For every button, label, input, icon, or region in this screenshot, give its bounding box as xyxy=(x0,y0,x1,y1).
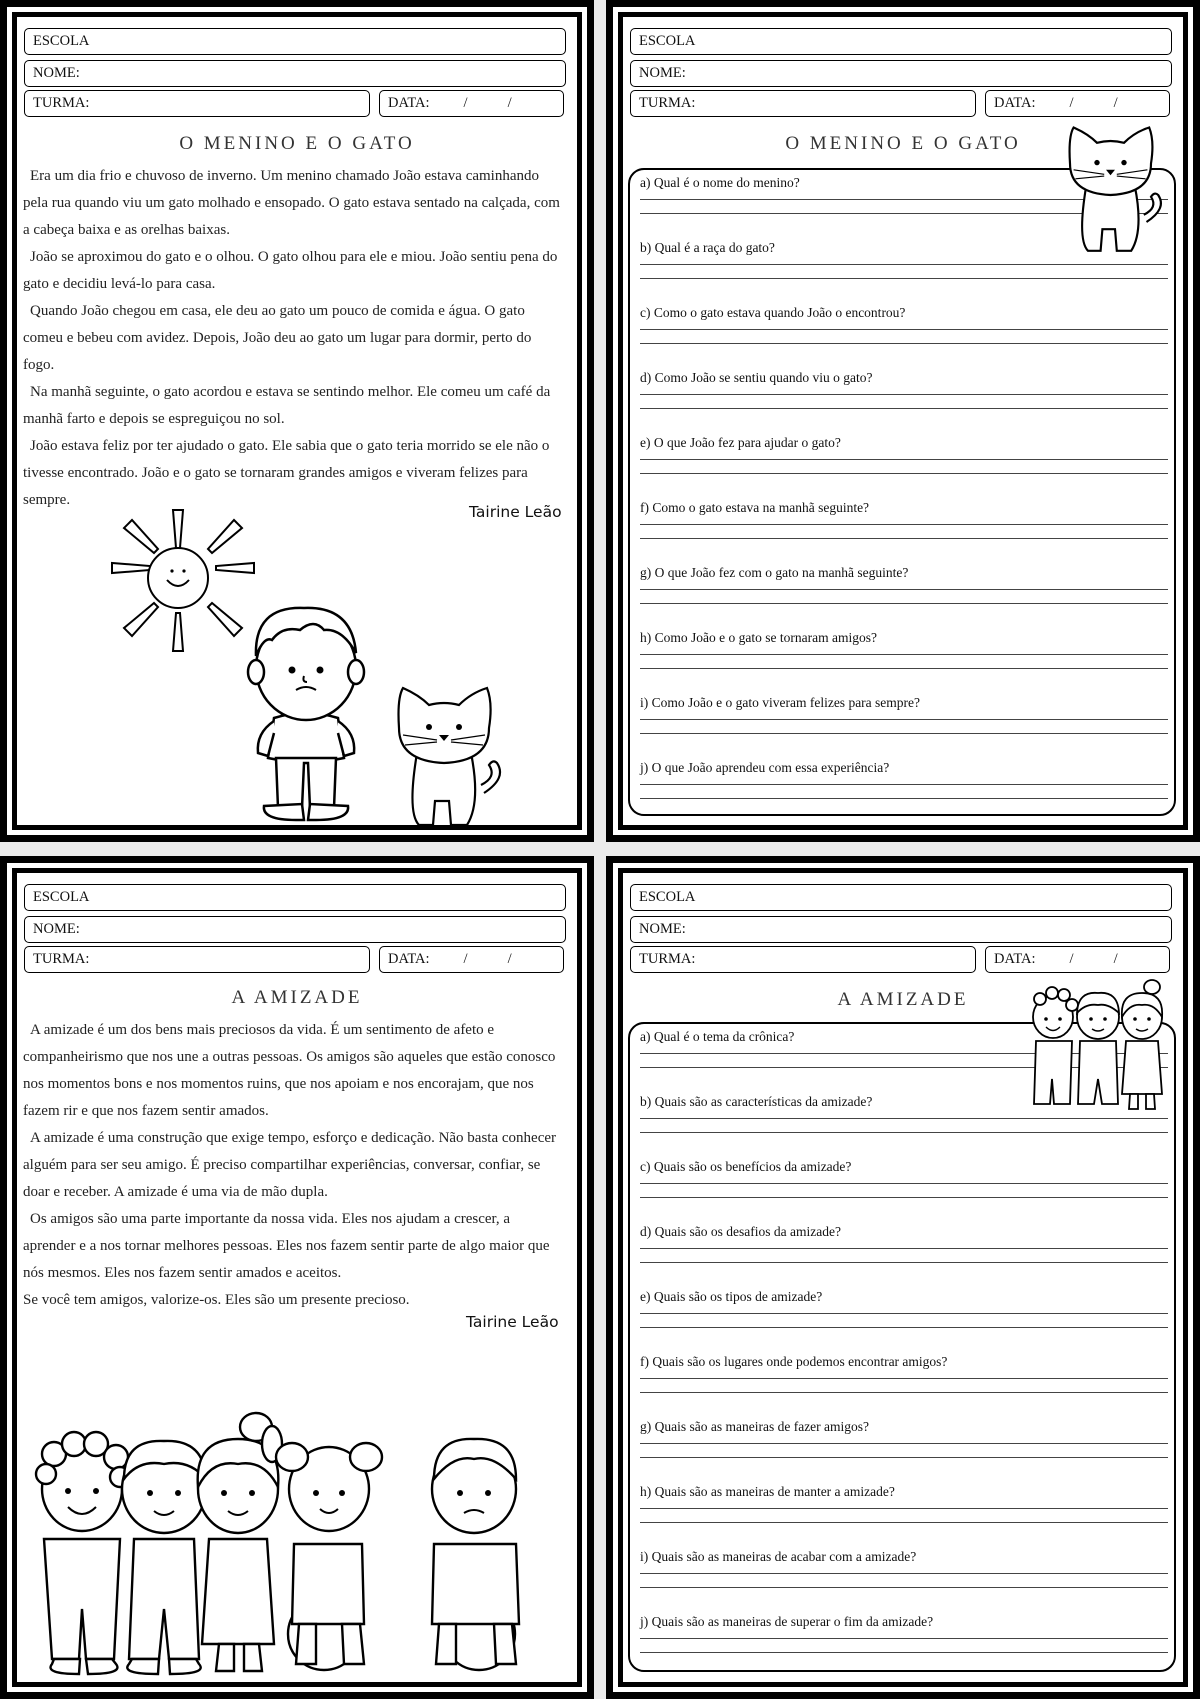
story-paragraph: A amizade é um dos bens mais preciosos da vida. É um sentimento de afeto e companheirismo que nos une a outras pessoas. Os amigos são aqueles que estão conosco nos momentos bons e nos momentos ruins, que nos apoiam e nos encorajam, que nos fazem rir e que nos fazem sentir amados. xyxy=(23,1022,556,1119)
answer-line[interactable] xyxy=(640,1313,1168,1314)
answer-line[interactable] xyxy=(640,1378,1168,1379)
date-separator: / xyxy=(1113,95,1118,111)
date-separator: / xyxy=(1069,95,1074,111)
question-item xyxy=(640,1159,1168,1198)
question-item xyxy=(640,1614,1168,1653)
question-text: i) Como João e o gato viveram felizes para sempre? xyxy=(640,695,921,710)
answer-line[interactable] xyxy=(640,459,1168,460)
name-field[interactable] xyxy=(24,916,566,943)
answer-line[interactable] xyxy=(640,668,1168,669)
school-label: ESCOLA xyxy=(639,33,696,49)
story-paragraph: Na manhã seguinte, o gato acordou e estava se sentindo melhor. Ele comeu um café da manhã farto e depois se espreguiçou no sol. xyxy=(23,384,551,427)
answer-line[interactable] xyxy=(640,603,1168,604)
worksheet-story-amizade xyxy=(0,856,594,1699)
question-text: g) Quais são as maneiras de fazer amigos? xyxy=(640,1419,870,1434)
question-text: h) Quais são as maneiras de manter a amizade? xyxy=(640,1484,895,1499)
name-field[interactable] xyxy=(24,60,566,87)
class-label: TURMA: xyxy=(639,951,696,967)
answer-line[interactable] xyxy=(640,1392,1168,1393)
story-paragraph: João se aproximou do gato e o olhou. O gato olhou para ele e miou. João sentiu pena do gato e decidiu levá-lo para casa. xyxy=(23,249,558,292)
date-separator: / xyxy=(507,95,512,111)
question-text: g) O que João fez com o gato na manhã seguinte? xyxy=(640,565,909,580)
class-field[interactable] xyxy=(630,90,976,117)
answer-line[interactable] xyxy=(640,408,1168,409)
answer-line[interactable] xyxy=(640,524,1168,525)
name-label: NOME: xyxy=(639,65,686,81)
answer-line[interactable] xyxy=(640,1183,1168,1184)
question-item xyxy=(640,760,1168,799)
school-label: ESCOLA xyxy=(639,889,696,905)
name-label: NOME: xyxy=(33,65,80,81)
answer-line[interactable] xyxy=(640,654,1168,655)
school-label: ESCOLA xyxy=(33,889,90,905)
question-item xyxy=(640,1289,1168,1328)
friends-illustration xyxy=(24,1409,569,1679)
answer-line[interactable] xyxy=(640,1262,1168,1263)
question-item xyxy=(640,695,1168,734)
answer-line[interactable] xyxy=(640,264,1168,265)
story-text xyxy=(23,163,566,514)
answer-line[interactable] xyxy=(640,1248,1168,1249)
answer-line[interactable] xyxy=(640,1327,1168,1328)
answer-line[interactable] xyxy=(640,1573,1168,1574)
date-field[interactable] xyxy=(379,946,564,973)
school-field[interactable] xyxy=(630,884,1172,911)
date-label: DATA: xyxy=(388,951,430,967)
question-item xyxy=(640,370,1168,409)
name-field[interactable] xyxy=(630,60,1172,87)
question-item xyxy=(640,1224,1168,1263)
page-title: A AMIZADE xyxy=(837,989,969,1010)
question-item xyxy=(640,500,1168,539)
date-field[interactable] xyxy=(985,946,1170,973)
question-text: f) Como o gato estava na manhã seguinte? xyxy=(640,500,870,515)
date-field[interactable] xyxy=(985,90,1170,117)
answer-line[interactable] xyxy=(640,1638,1168,1639)
answer-line[interactable] xyxy=(640,798,1168,799)
question-text: c) Como o gato estava quando João o encontrou? xyxy=(640,305,906,320)
question-item xyxy=(640,630,1168,669)
date-separator: / xyxy=(463,951,468,967)
answer-line[interactable] xyxy=(640,589,1168,590)
date-separator: / xyxy=(463,95,468,111)
answer-line[interactable] xyxy=(640,1508,1168,1509)
answer-line[interactable] xyxy=(640,473,1168,474)
question-item xyxy=(640,1549,1168,1588)
answer-line[interactable] xyxy=(640,1522,1168,1523)
answer-line[interactable] xyxy=(640,719,1168,720)
question-text: e) O que João fez para ajudar o gato? xyxy=(640,435,841,450)
question-item xyxy=(640,1484,1168,1523)
boy-illustration xyxy=(234,598,379,828)
page-title: O MENINO E O GATO xyxy=(179,133,415,154)
answer-line[interactable] xyxy=(640,343,1168,344)
questions-box xyxy=(628,1022,1176,1672)
question-text: e) Quais são os tipos de amizade? xyxy=(640,1289,823,1304)
questions-box xyxy=(628,168,1176,816)
answer-line[interactable] xyxy=(640,1197,1168,1198)
answer-line[interactable] xyxy=(640,278,1168,279)
story-text xyxy=(23,1017,566,1314)
answer-line[interactable] xyxy=(640,1652,1168,1653)
answer-line[interactable] xyxy=(640,1587,1168,1588)
question-text: j) Quais são as maneiras de superar o fim da amizade? xyxy=(640,1614,934,1629)
worksheet-story-menino-gato xyxy=(0,0,594,842)
question-text: f) Quais são os lugares onde podemos encontrar amigos? xyxy=(640,1354,948,1369)
question-text: d) Quais são os desafios da amizade? xyxy=(640,1224,841,1239)
name-label: NOME: xyxy=(639,921,686,937)
date-separator: / xyxy=(1069,951,1074,967)
answer-line[interactable] xyxy=(640,784,1168,785)
question-text: h) Como João e o gato se tornaram amigos? xyxy=(640,630,877,645)
date-separator: / xyxy=(1113,951,1118,967)
question-text: i) Quais são as maneiras de acabar com a amizade? xyxy=(640,1549,917,1564)
question-text: a) Qual é o nome do menino? xyxy=(640,175,800,190)
author-name: Tairine Leão xyxy=(466,1313,559,1331)
answer-line[interactable] xyxy=(640,538,1168,539)
school-field[interactable] xyxy=(24,28,566,55)
question-item xyxy=(640,435,1168,474)
page-title: A AMIZADE xyxy=(231,987,363,1008)
question-text: a) Qual é o tema da crônica? xyxy=(640,1029,795,1044)
date-separator: / xyxy=(507,951,512,967)
answer-line[interactable] xyxy=(640,1132,1168,1133)
date-label: DATA: xyxy=(994,95,1036,111)
date-field[interactable] xyxy=(379,90,564,117)
class-label: TURMA: xyxy=(33,95,90,111)
question-text: b) Quais são as características da amizade? xyxy=(640,1094,873,1109)
school-field[interactable] xyxy=(24,884,566,911)
question-text: d) Como João se sentiu quando viu o gato? xyxy=(640,370,873,385)
class-label: TURMA: xyxy=(33,951,90,967)
school-field[interactable] xyxy=(630,28,1172,55)
question-text: j) O que João aprendeu com essa experiência? xyxy=(640,760,890,775)
question-item xyxy=(640,1419,1168,1458)
answer-line[interactable] xyxy=(640,1443,1168,1444)
story-paragraph: Era um dia frio e chuvoso de inverno. Um menino chamado João estava caminhando pela rua quando viu um gato molhado e ensopado. O gato estava sentado na calçada, com a cabeça baixa e as orelhas baixas. xyxy=(23,168,560,238)
story-paragraph: Se você tem amigos, valorize-os. Eles são um presente precioso. xyxy=(23,1292,410,1308)
answer-line[interactable] xyxy=(640,329,1168,330)
class-label: TURMA: xyxy=(639,95,696,111)
class-field[interactable] xyxy=(24,90,370,117)
cat-illustration xyxy=(1060,123,1170,258)
answer-line[interactable] xyxy=(640,1457,1168,1458)
worksheet-questions-amizade xyxy=(606,856,1200,1699)
story-paragraph: Quando João chegou em casa, ele deu ao gato um pouco de comida e água. O gato comeu e bebeu com avidez. Depois, João deu ao gato um lugar para dormir, perto do fogo. xyxy=(23,303,532,373)
date-label: DATA: xyxy=(994,951,1036,967)
school-label: ESCOLA xyxy=(33,33,90,49)
question-text: b) Qual é a raça do gato? xyxy=(640,240,775,255)
question-item xyxy=(640,305,1168,344)
author-name: Tairine Leão xyxy=(469,503,562,521)
question-text: c) Quais são os benefícios da amizade? xyxy=(640,1159,852,1174)
class-field[interactable] xyxy=(24,946,370,973)
story-paragraph: A amizade é uma construção que exige tempo, esforço e dedicação. Não basta conhecer alguém para ser seu amigo. É preciso compartilhar experiências, conversar, confiar, se doar e receber. A amizade é uma via de mão dupla. xyxy=(23,1130,557,1200)
date-label: DATA: xyxy=(388,95,430,111)
answer-line[interactable] xyxy=(640,733,1168,734)
page-title: O MENINO E O GATO xyxy=(785,133,1021,154)
name-label: NOME: xyxy=(33,921,80,937)
story-paragraph: Os amigos são uma parte importante da nossa vida. Eles nos ajudam a crescer, a aprender e a nos tornar melhores pessoas. Eles nos fazem sentir parte de algo maior que nós mesmos. Eles nos fazem sentir amados e aceitos. xyxy=(23,1211,550,1281)
story-paragraph: João estava feliz por ter ajudado o gato. Ele sabia que o gato teria morrido se ele não o tivesse encontrado. João e o gato se tornaram grandes amigos e viveram felizes para sempre. xyxy=(23,438,550,508)
question-item xyxy=(640,565,1168,604)
worksheet-questions-menino-gato xyxy=(606,0,1200,842)
name-field[interactable] xyxy=(630,916,1172,943)
answer-line[interactable] xyxy=(640,394,1168,395)
question-item xyxy=(640,1354,1168,1393)
cat-illustration xyxy=(389,683,509,833)
class-field[interactable] xyxy=(630,946,976,973)
friends-illustration xyxy=(1028,979,1170,1119)
